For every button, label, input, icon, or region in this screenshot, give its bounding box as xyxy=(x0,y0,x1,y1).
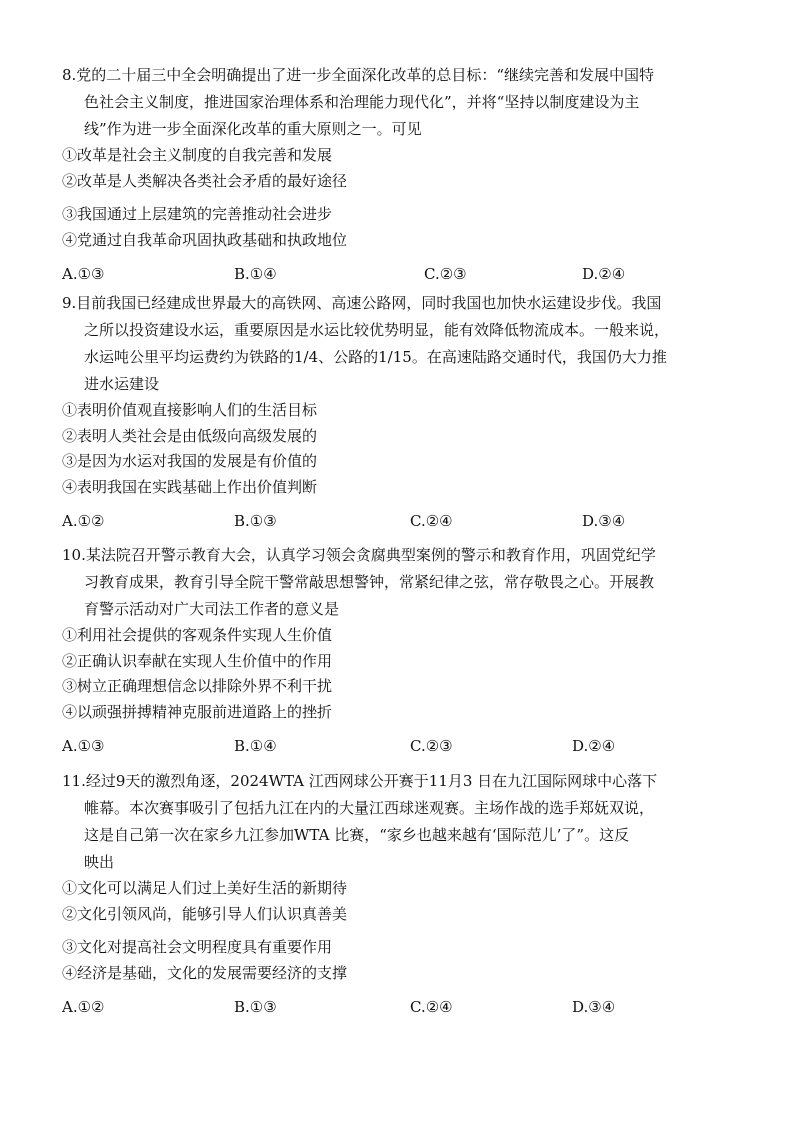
choice-d: D.③④ xyxy=(582,512,626,530)
option-2: ②正确认识奉献在实现人生价值中的作用 xyxy=(62,651,333,670)
answer-choices xyxy=(62,261,734,287)
choice-b: B.①③ xyxy=(234,998,277,1016)
question-stem xyxy=(62,62,734,143)
stem-line: 水运吨公里平均运费约为铁路的1/4、公路的1/15。在高速陆路交通时代，我国仍大力推 xyxy=(84,348,667,366)
choice-a: A.①③ xyxy=(62,737,105,755)
option-3: ③是因为水运对我国的发展是有价值的 xyxy=(62,452,318,470)
option-1: ①利用社会提供的客观条件实现人生价值 xyxy=(62,626,333,644)
stem-line: 这是自己第一次在家乡九江参加WTA 比赛，“家乡也越来越有‘国际范儿’了”。这反 xyxy=(84,826,630,844)
answer-choices xyxy=(62,994,734,1020)
option-1: ①表明价值观直接影响人们的生活目标 xyxy=(62,401,318,419)
option-1: ①改革是社会主义制度的自我完善和发展 xyxy=(62,146,333,164)
stem-line: 色社会主义制度，推进国家治理体系和治理能力现代化”，并将“坚持以制度建设为主 xyxy=(84,93,640,111)
option-3: ③树立正确理想信念以排除外界不利干扰 xyxy=(62,677,333,695)
stem-line: 映出 xyxy=(84,853,115,871)
option-4: ④表明我国在实践基础上作出价值判断 xyxy=(62,477,318,496)
answer-choices xyxy=(62,733,734,759)
choice-c: C.②③ xyxy=(410,737,453,755)
option-2: ②改革是人类解决各类社会矛盾的最好途径 xyxy=(62,171,348,190)
choice-c: C.②④ xyxy=(410,998,453,1016)
choice-a: A.①② xyxy=(62,512,105,530)
question-stem xyxy=(62,290,734,398)
question-10 xyxy=(62,542,734,759)
choice-a: A.①③ xyxy=(62,265,105,283)
choice-b: B.①④ xyxy=(234,737,277,755)
stem-line: 11.经过9天的激烈角逐，2024WTA 江西网球公开赛于11月3 日在九江国际网球中心落下 xyxy=(62,772,658,790)
choice-d: D.②④ xyxy=(572,737,616,755)
question-11 xyxy=(62,768,734,1020)
stem-line: 9.目前我国已经建成世界最大的高铁网、高速公路网，同时我国也加快水运建设步伐。我国 xyxy=(62,294,662,312)
question-9 xyxy=(62,290,734,534)
option-4: ④以顽强拼搏精神克服前进道路上的挫折 xyxy=(62,702,333,721)
choice-c: C.②③ xyxy=(424,265,467,283)
question-stem xyxy=(62,768,734,876)
choice-b: B.①④ xyxy=(234,265,277,283)
option-2: ②文化引领风尚，能够引导人们认识真善美 xyxy=(62,904,348,923)
stem-line: 10.某法院召开警示教育大会，认真学习领会贪腐典型案例的警示和教育作用，巩固党纪学 xyxy=(62,546,656,564)
choice-a: A.①② xyxy=(62,998,105,1016)
stem-line: 8.党的二十届三中全会明确提出了进一步全面深化改革的总目标：“继续完善和发展中国特 xyxy=(62,66,654,84)
option-2: ②表明人类社会是由低级向高级发展的 xyxy=(62,426,318,445)
choice-d: D.②④ xyxy=(582,265,626,283)
choice-d: D.③④ xyxy=(572,998,616,1016)
option-3: ③文化对提高社会文明程度具有重要作用 xyxy=(62,938,333,956)
option-1: ①文化可以满足人们过上美好生活的新期待 xyxy=(62,879,348,897)
stem-line: 线”作为进一步全面深化改革的重大原则之一。可见 xyxy=(84,120,422,138)
option-4: ④党通过自我革命巩固执政基础和执政地位 xyxy=(62,230,348,249)
choice-b: B.①③ xyxy=(234,512,277,530)
stem-line: 习教育成果，教育引导全院干警常敲思想警钟，常紧纪律之弦，常存敬畏之心。开展教 xyxy=(84,573,655,591)
question-8 xyxy=(62,62,734,287)
answer-choices xyxy=(62,508,734,534)
option-4: ④经济是基础，文化的发展需要经济的支撑 xyxy=(62,963,348,982)
question-stem xyxy=(62,542,734,623)
stem-line: 之所以投资建设水运，重要原因是水运比较优势明显，能有效降低物流成本。一般来说， xyxy=(84,321,670,339)
option-3: ③我国通过上层建筑的完善推动社会进步 xyxy=(62,205,333,223)
choice-c: C.②④ xyxy=(410,512,453,530)
stem-line: 帷幕。本次赛事吸引了包括九江在内的大量江西球迷观赛。主场作战的选手郑妩双说， xyxy=(84,799,655,817)
stem-line: 育警示活动对广大司法工作者的意义是 xyxy=(84,600,340,618)
stem-line: 进水运建设 xyxy=(84,375,160,393)
